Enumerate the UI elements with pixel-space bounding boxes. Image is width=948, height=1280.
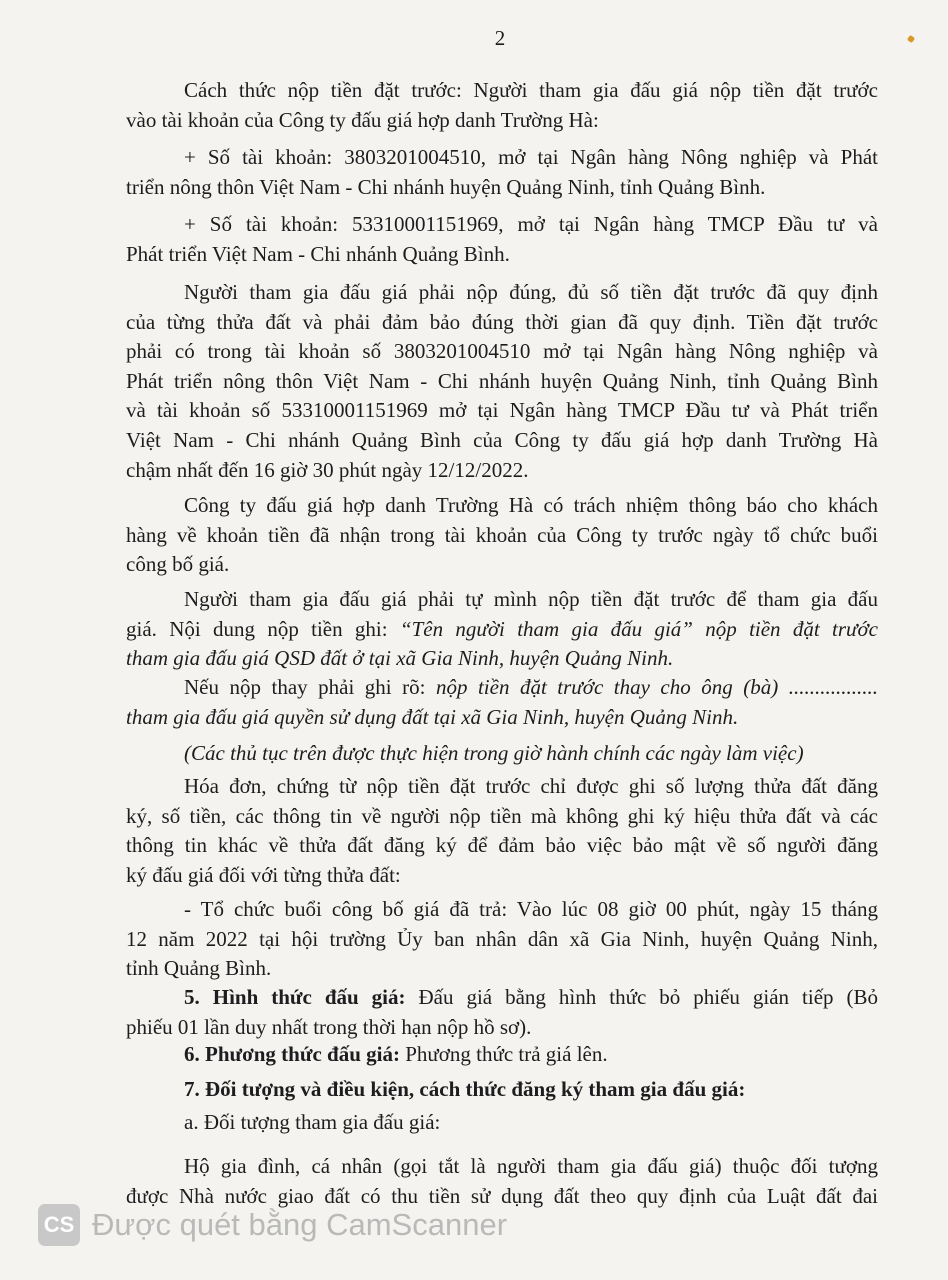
italic-segment: tham gia đấu giá quyền sử dụng đất tại xã Gia Ninh, huyện Quảng Ninh. bbox=[126, 704, 739, 729]
section-heading: 7. Đối tượng và điều kiện, cách thức đăng ký tham gia đấu giá: bbox=[184, 1077, 746, 1101]
text-line: vào tài khoản của Công ty đấu giá hợp danh Trường Hà: bbox=[126, 107, 599, 132]
text-line: ký đấu giá đối với từng thửa đất: bbox=[126, 862, 401, 887]
italic-segment: nộp tiền đặt trước thay cho ông (bà) ................. bbox=[435, 675, 878, 699]
text-line bbox=[126, 983, 878, 1013]
text-line bbox=[126, 739, 878, 769]
paragraph-deposit-requirement bbox=[126, 278, 878, 485]
text-line bbox=[126, 673, 878, 703]
section-6-auction-method bbox=[126, 1040, 878, 1070]
text-line: Phát triển Việt Nam - Chi nhánh Quảng Bình. bbox=[126, 241, 510, 266]
paragraph-payment-content bbox=[126, 585, 878, 674]
text-line: Hóa đơn, chứng từ nộp tiền đặt trước chỉ được ghi số lượng thửa đất đăng bbox=[184, 774, 878, 798]
text-line: Người tham gia đấu giá phải nộp đúng, đủ số tiền đặt trước đã quy định bbox=[184, 280, 878, 304]
section-5-auction-form bbox=[126, 983, 878, 1042]
text-segment: Đấu giá bằng hình thức bỏ phiếu gián tiếp (Bỏ bbox=[405, 985, 879, 1009]
paragraph-notification bbox=[126, 491, 878, 580]
text-segment: giá. Nội dung nộp tiền ghi: bbox=[126, 616, 400, 641]
text-line: và tài khoản số 53310001151969 mở tại Ngân hàng TMCP Đầu tư và Phát triển bbox=[126, 398, 878, 423]
text-line: Hộ gia đình, cá nhân (gọi tắt là người tham gia đấu giá) thuộc đối tượng bbox=[184, 1154, 878, 1178]
text-line bbox=[126, 1040, 878, 1070]
text-line: + Số tài khoản: 53310001151969, mở tại Ngân hàng TMCP Đầu tư và bbox=[184, 212, 878, 236]
text-line: thông tin khác về thửa đất đăng ký để đảm bảo việc bảo mật về số người đăng bbox=[126, 833, 878, 858]
text-line: a. Đối tượng tham gia đấu giá: bbox=[184, 1110, 441, 1134]
page-number: 2 bbox=[494, 26, 506, 50]
text-line: phiếu 01 lần duy nhất trong thời hạn nộp hồ sơ). bbox=[126, 1014, 532, 1039]
paragraph-account-1 bbox=[126, 143, 878, 202]
section-heading: 5. Hình thức đấu giá: bbox=[184, 985, 406, 1009]
paragraph-payment-method bbox=[126, 76, 878, 135]
text-line: triển nông thôn Việt Nam - Chi nhánh huyện Quảng Ninh, tỉnh Quảng Bình. bbox=[126, 174, 766, 199]
italic-segment: (Các thủ tục trên được thực hiện trong giờ hành chính các ngày làm việc) bbox=[184, 741, 804, 765]
text-line: + Số tài khoản: 3803201004510, mở tại Ngân hàng Nông nghiệp và Phát bbox=[184, 145, 878, 169]
text-segment: Phương thức trả giá lên. bbox=[399, 1042, 608, 1066]
text-line: hàng về khoản tiền đã nhận trong tài khoản của Công ty trước ngày tổ chức buổi bbox=[126, 522, 878, 547]
subsection-7a bbox=[126, 1108, 878, 1138]
text-line: Việt Nam - Chi nhánh Quảng Bình của Công ty đấu giá hợp danh Trường Hà bbox=[126, 427, 878, 452]
text-line bbox=[126, 1075, 878, 1105]
text-line: phải có trong tài khoản số 3803201004510 mở tại Ngân hàng Nông nghiệp và bbox=[126, 339, 878, 364]
paragraph-price-announcement bbox=[126, 895, 878, 984]
italic-segment: tham gia đấu giá QSD đất ở tại xã Gia Ninh, huyện Quảng Ninh. bbox=[126, 646, 674, 671]
text-line: Người tham gia đấu giá phải tự mình nộp tiền đặt trước để tham gia đấu bbox=[184, 587, 878, 611]
text-line: 12 năm 2022 tại hội trường Ủy ban nhân dân xã Gia Ninh, huyện Quảng Ninh, bbox=[126, 926, 878, 951]
text-line: tỉnh Quảng Bình. bbox=[126, 956, 272, 981]
text-line: Công ty đấu giá hợp danh Trường Hà có trách nhiệm thông báo cho khách bbox=[184, 493, 878, 517]
text-line: được Nhà nước giao đất có thu tiền sử dụng đất theo quy định của Luật đất đai bbox=[126, 1183, 878, 1208]
watermark-text: Được quét bằng CamScanner bbox=[92, 1207, 508, 1242]
italic-segment: “Tên người tham gia đấu giá” nộp tiền đặt trước bbox=[399, 616, 878, 641]
paragraph-working-hours-note bbox=[126, 739, 878, 769]
text-line: Cách thức nộp tiền đặt trước: Người tham gia đấu giá nộp tiền đặt trước bbox=[184, 78, 878, 102]
text-segment: Nếu nộp thay phải ghi rõ: bbox=[184, 675, 436, 699]
text-line: - Tổ chức buổi công bố giá đã trả: Vào lúc 08 giờ 00 phút, ngày 15 tháng bbox=[184, 897, 878, 921]
paragraph-proxy-payment bbox=[126, 673, 878, 732]
paragraph-account-2 bbox=[126, 210, 878, 269]
section-7-participants bbox=[126, 1075, 878, 1105]
text-line bbox=[126, 703, 878, 733]
text-line: Phát triển nông thôn Việt Nam - Chi nhánh huyện Quảng Ninh, tỉnh Quảng Bình bbox=[126, 368, 878, 393]
camscanner-logo-icon: CS bbox=[38, 1204, 80, 1246]
text-line bbox=[126, 644, 878, 674]
text-line: công bố giá. bbox=[126, 552, 230, 577]
paragraph-invoice bbox=[126, 772, 878, 890]
text-line bbox=[126, 615, 878, 645]
text-line: chậm nhất đến 16 giờ 30 phút ngày 12/12/2022. bbox=[126, 457, 529, 482]
camscanner-watermark bbox=[38, 1203, 507, 1247]
text-line: của từng thửa đất và phải đảm bảo đúng thời gian đã quy định. Tiền đặt trước bbox=[126, 309, 878, 334]
text-line: ký, số tiền, các thông tin về người nộp tiền mà không ghi ký hiệu thửa đất và các bbox=[126, 803, 878, 828]
section-heading: 6. Phương thức đấu giá: bbox=[184, 1042, 400, 1066]
